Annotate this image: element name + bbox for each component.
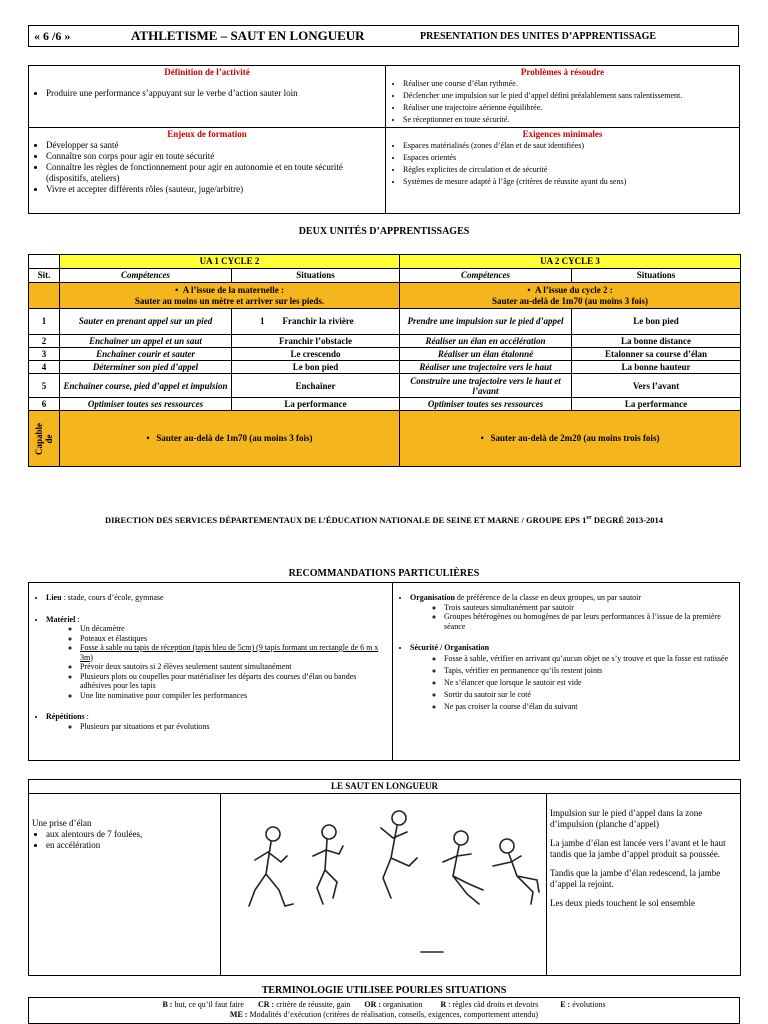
- term-key: ME :: [229, 1009, 248, 1019]
- row-number: 4: [29, 361, 60, 374]
- definition-item: • Produire une performance s’appuyant sur le verbe d’action sauter loin: [46, 88, 382, 99]
- lieu-label: Lieu: [46, 593, 62, 602]
- jumper-figure-3: [381, 811, 417, 898]
- organisation-list: [426, 603, 736, 632]
- runner-figure-1: [249, 827, 293, 906]
- problem-item: • Réaliser une trajectoire aérienne équilibrée.: [403, 102, 736, 114]
- repetitions-item: [46, 712, 389, 731]
- jump-left-list: [32, 829, 217, 851]
- jump-sequence-illustration: [221, 794, 547, 972]
- competence-ua2: Prendre une impulsion sur le pied d’appel: [400, 309, 572, 335]
- organisation-label: Organisation: [410, 593, 455, 602]
- page-title: ATHLETISME – SAUT EN LONGUEUR: [131, 28, 365, 43]
- recommendations-right: [393, 583, 740, 761]
- jump-left-item: • aux alentours de 7 foulées,: [46, 829, 217, 840]
- situation-ua2: La performance: [572, 398, 741, 411]
- sit-header: Sit.: [29, 269, 60, 283]
- requirements-cell: [386, 128, 740, 214]
- term-key: E :: [560, 1000, 571, 1009]
- competence-ua2: Construire une trajectoire vers le haut et l’avant: [400, 374, 572, 398]
- situation-ua1: Le crescendo: [232, 348, 400, 361]
- problem-item: • Réaliser une course d’élan rythmée.: [403, 78, 736, 90]
- stake-item: • Connaître les règles de fonctionnement pour agir en autonomie et en toute sécurité (dispositifs, ateliers): [46, 162, 382, 184]
- capable-ua2: • Sauter au-delà de 2m20 (au moins trois fois): [400, 411, 741, 467]
- materiel-list: [62, 624, 389, 700]
- ua2-goal-line2: Sauter au-delà de 1m70 (au moins 3 fois): [491, 295, 649, 306]
- competence-ua2: Réaliser un élan étalonné: [400, 348, 572, 361]
- repetitions-entry: ◦ Plusieurs par situations et par évolutions: [80, 722, 389, 732]
- stake-item: • Développer sa santé: [46, 140, 382, 151]
- direction-text: DIRECTION DES SERVICES DÉPARTEMENTAUX DE L’ÉDUCATION NATIONALE DE SEINE ET MARNE / GROUPE EPS 1: [104, 515, 587, 525]
- materiel-suffix: :: [75, 614, 80, 624]
- jump-table: [28, 779, 741, 976]
- situation-ua1: La performance: [232, 398, 400, 411]
- requirements-list: [389, 140, 736, 188]
- jump-left-item: • en accélération: [46, 840, 217, 851]
- capable-label-cell: [29, 411, 60, 467]
- table-row: [29, 348, 741, 361]
- row-number: 2: [29, 335, 60, 348]
- competence-ua2: Optimiser toutes ses ressources: [400, 398, 572, 411]
- table-row: [29, 309, 741, 335]
- lieu-item: [46, 593, 389, 603]
- term-key: B :: [162, 1000, 173, 1009]
- lieu-text: : stade, cours d’école, gymnase: [61, 593, 164, 602]
- requirement-item: • Systèmes de mesure adapté à l’âge (critères de réussite ayant du sens): [403, 176, 736, 188]
- organisation-entry: ◦ Groupes hétérogènes ou homogènes de par leurs performances à l’issue de la première séance: [444, 612, 736, 631]
- requirement-item: • Règles explicites de circulation et de sécurité: [403, 164, 736, 176]
- page-subtitle: PRESENTATION DES UNITES D’APPRENTISSAGE: [420, 31, 657, 42]
- securite-entry: ◦ Sortir du sautoir sur le coté: [444, 689, 736, 701]
- competence-ua2: Réaliser un élan en accélération: [400, 335, 572, 348]
- term-text: organisation: [381, 1000, 423, 1009]
- recommendations-left: [29, 583, 393, 761]
- securite-item: [410, 643, 736, 713]
- jump-illustration-cell: [221, 794, 547, 976]
- direction-footer: [0, 515, 768, 525]
- materiel-entry: ◦ Prévoir deux sautoirs si 2 élèves seulement sautent simultanément: [80, 662, 389, 672]
- row-number: 6: [29, 398, 60, 411]
- landing-figure-5: [493, 839, 539, 904]
- table-row: [29, 361, 741, 374]
- stake-item: • Connaître son corps pour agir en toute sécurité: [46, 151, 382, 162]
- row-number: 1: [29, 309, 60, 335]
- jump-phase-text: Les deux pieds touchent le sol ensemble: [550, 898, 695, 908]
- problem-item: • Se réceptionner en toute sécurité.: [403, 114, 736, 126]
- units-heading: DEUX UNITÉS D’APPRENTISSAGES: [298, 226, 470, 237]
- securite-entry: ◦ Tapis, vérifier en permanence qu’ils restent joints: [444, 665, 736, 677]
- securite-list: [426, 653, 736, 713]
- definition-cell: [29, 66, 386, 128]
- stakes-cell: [29, 128, 386, 214]
- competence-ua1: Déterminer son pied d’appel: [60, 361, 232, 374]
- row-number: 3: [29, 348, 60, 361]
- materiel-entry: ◦ Fosse à sable ou tapis de réception (tapis bleu de 5cm) (9 tapis formant un rectangle de 6 m x 3m): [80, 643, 389, 662]
- materiel-entry: ◦ Plusieurs plots ou coupelles pour matérialiser les départs des courses d’élan ou bandes adhésives pour les tapis: [80, 672, 389, 691]
- situation-ua1: Enchaîner: [232, 374, 400, 398]
- capable-ua1: • Sauter au-delà de 1m70 (au moins 3 fois): [60, 411, 400, 467]
- materiel-entry: ◦ Poteaux et élastiques: [80, 634, 389, 644]
- situation-ua2: La bonne hauteur: [572, 361, 741, 374]
- securite-entry: ◦ Fosse à sable, vérifier en arrivant qu’aucun objet ne s’y trouve et que la fosse est ratissée: [444, 653, 736, 665]
- problems-list: [389, 78, 736, 126]
- competence-ua1: Enchaîner un appel et un saut: [60, 335, 232, 348]
- ua1-goal-line1: A l’issue de la maternelle :: [182, 284, 284, 295]
- jump-left: [29, 794, 221, 976]
- jump-heading: LE SAUT EN LONGUEUR: [29, 780, 741, 794]
- organisation-text: de préférence de la classe en deux groupes, un par sautoir: [454, 593, 642, 602]
- capable-label: Capable de: [34, 422, 54, 455]
- row-number: 5: [29, 374, 60, 398]
- situation-ua2: La bonne distance: [572, 335, 741, 348]
- situation-ua1: Le bon pied: [232, 361, 400, 374]
- repetitions-suffix: :: [84, 712, 89, 721]
- terminology-box: [28, 997, 740, 1024]
- term-key: OR :: [364, 1000, 382, 1009]
- competence-ua2: Réaliser une trajectoire vers le haut: [400, 361, 572, 374]
- repetitions-label: Répétitions: [46, 712, 85, 721]
- term-key: CR :: [257, 1000, 275, 1009]
- situation-ua2: Vers l’avant: [572, 374, 741, 398]
- ua1-goal: • A l’issue de la maternelle : Sauter au moins un mètre et arriver sur les pieds.: [60, 283, 400, 309]
- jump-phase-text: Impulsion sur le pied d’appel dans la zone d’impulsion (planche d’appel): [550, 808, 703, 829]
- competences-header: Compétences: [60, 269, 232, 283]
- rec-left-list: [32, 593, 389, 731]
- term-text: but, ce qu’il faut faire: [172, 1000, 244, 1009]
- jump-right: [547, 794, 741, 976]
- term-text: évolutions: [570, 1000, 606, 1009]
- repetitions-list: [62, 722, 389, 732]
- header-box: [28, 25, 739, 47]
- ua2-goal: • A l’issue du cycle 2 : Sauter au-delà de 1m70 (au moins 3 fois): [400, 283, 741, 309]
- terminology-heading: TERMINOLOGIE UTILISEE POURLES SITUATIONS: [261, 985, 507, 996]
- blank-cell: [29, 255, 60, 269]
- jumper-figure-4: [443, 831, 483, 904]
- recommendations-table: [28, 582, 740, 761]
- competence-ua1: Enchaîner courir et sauter: [60, 348, 232, 361]
- requirement-item: • Espaces matérialisés (zones d’élan et de saut identifiées): [403, 140, 736, 152]
- definition-title: Définition de l’activité: [164, 67, 250, 77]
- situation-ua1: 1 Franchir la rivière: [232, 309, 400, 335]
- jump-intro: Une prise d’élan: [32, 818, 92, 828]
- organisation-entry: ◦ Trois sauteurs simultanément par sautoir: [444, 603, 736, 613]
- overview-table: [28, 65, 740, 214]
- blank-cell: [29, 283, 60, 309]
- situations-header: Situations: [232, 269, 400, 283]
- jump-phase-text: Tandis que la jambe d’élan redescend, la jambe d’appel la rejoint.: [550, 868, 721, 889]
- direction-sup: er: [586, 515, 592, 522]
- materiel-item: [46, 615, 389, 701]
- requirements-title: Exigences minimales: [522, 129, 603, 139]
- recommendations-heading: RECOMMANDATIONS PARTICULIÈRES: [288, 568, 480, 579]
- situation-ua2: Le bon pied: [572, 309, 741, 335]
- capable-ua1-text: Sauter au-delà de 1m70 (au moins 3 fois): [156, 433, 313, 443]
- ua1-title: UA 1 CYCLE 2: [60, 255, 400, 269]
- materiel-entry: ◦ Une lite nominative pour compiler les performances: [80, 691, 389, 701]
- competence-ua1: Optimiser toutes ses ressources: [60, 398, 232, 411]
- definition-list: [32, 88, 382, 99]
- terminology-line-2: [29, 1010, 739, 1020]
- competence-ua1: Sauter en prenant appel sur un pied: [60, 309, 232, 335]
- materiel-label: Matériel: [46, 614, 76, 624]
- term-text: Modalités d’exécution: [247, 1009, 322, 1019]
- units-table: [28, 254, 741, 467]
- jump-phase-text: La jambe d’élan est lancée vers l’avant et le haut tandis que la jambe d’appel produit sa poussée.: [550, 838, 726, 859]
- rec-right-list: [396, 593, 736, 713]
- securite-entry: ◦ Ne pas croiser la course d’élan du suivant: [444, 701, 736, 713]
- table-row: [29, 374, 741, 398]
- term-text: (critères de réalisation, conseils, exigences, comportement attendu): [321, 1009, 539, 1019]
- securite-entry: ◦ Ne s’élancer que lorsque le sautoir est vide: [444, 677, 736, 689]
- situation-ua1: Franchir l’obstacle: [232, 335, 400, 348]
- situations-header: Situations: [572, 269, 741, 283]
- problem-item: • Déclencher une impulsion sur le pied d’appel défini préalablement sans ralentissement.: [403, 90, 736, 102]
- term-key: R: [440, 1000, 447, 1009]
- page-number: « 6 /6 »: [34, 29, 71, 43]
- competences-header: Compétences: [400, 269, 572, 283]
- direction-year: DEGRÉ 2013-2014: [591, 515, 664, 525]
- table-row: [29, 335, 741, 348]
- table-row: [29, 398, 741, 411]
- terminology-line-1: [29, 1000, 739, 1010]
- runner-figure-2: [313, 825, 343, 904]
- term-text: critère de réussite, gain: [274, 1000, 351, 1009]
- problems-cell: [386, 66, 740, 128]
- term-text: : règles càd droits et devoirs: [446, 1000, 539, 1009]
- ua1-goal-line2: Sauter au moins un mètre et arriver sur les pieds.: [134, 295, 325, 306]
- problems-title: Problèmes à résoudre: [520, 67, 605, 77]
- requirement-item: • Espaces orientés: [403, 152, 736, 164]
- materiel-entry: ◦ Un décamètre: [80, 624, 389, 634]
- ua2-title: UA 2 CYCLE 3: [400, 255, 741, 269]
- organisation-item: [410, 593, 736, 631]
- competence-ua1: Enchaîner course, pied d’appel et impulsion: [60, 374, 232, 398]
- stakes-title: Enjeux de formation: [167, 129, 247, 139]
- securite-label: Sécurité / Organisation: [410, 643, 490, 652]
- stake-item: • Vivre et accepter différents rôles (sauteur, juge/arbitre): [46, 184, 382, 195]
- ua2-goal-line1: A l’issue du cycle 2 :: [534, 284, 613, 295]
- capable-ua2-text: Sauter au-delà de 2m20 (au moins trois fois): [490, 433, 660, 443]
- situation-ua2: Etalonner sa course d’élan: [572, 348, 741, 361]
- stakes-list: [32, 140, 382, 195]
